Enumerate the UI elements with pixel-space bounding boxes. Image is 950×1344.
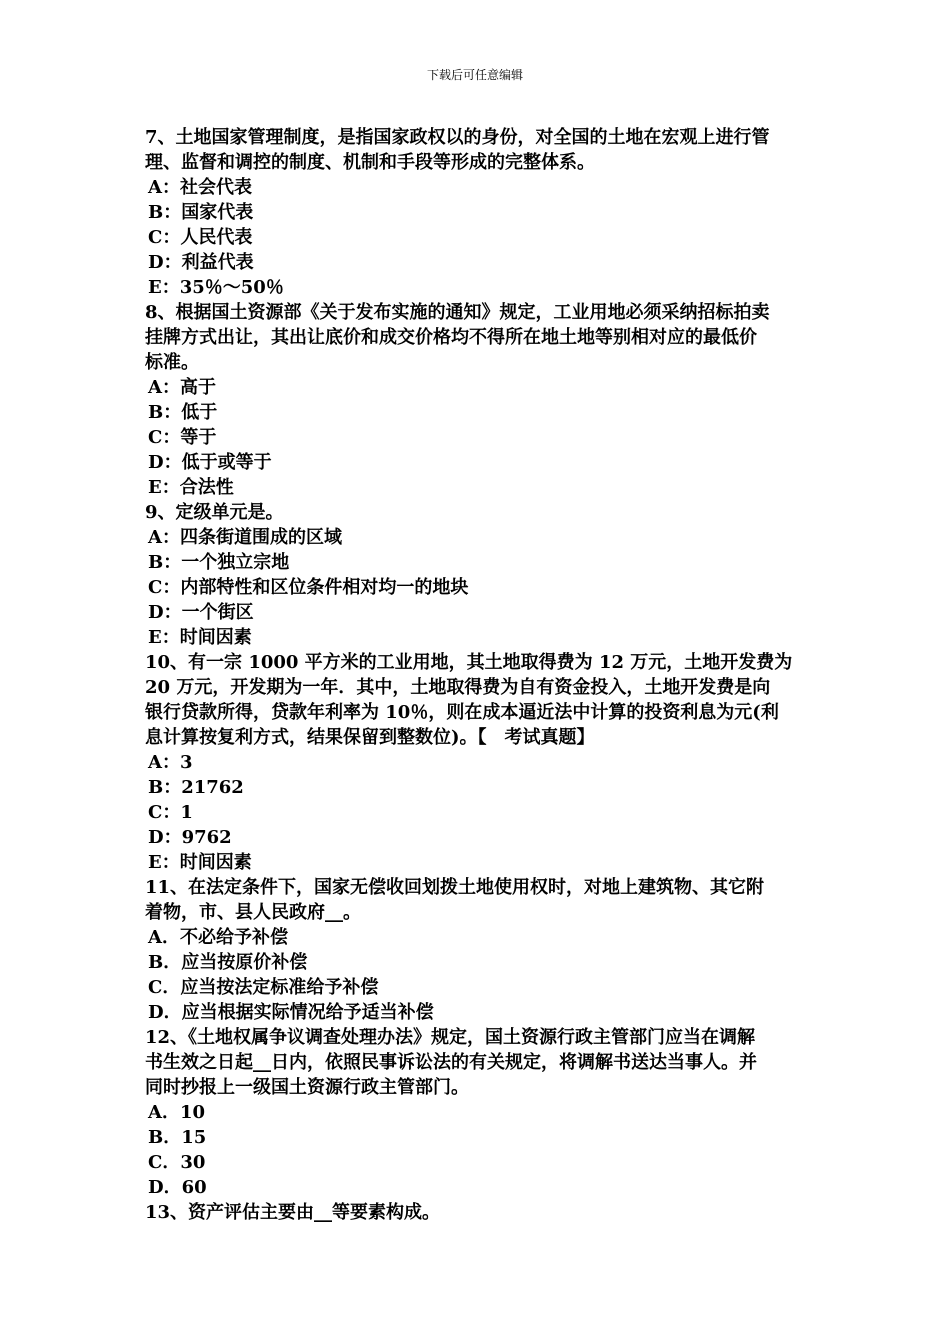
answer-option: A．10 — [148, 1102, 206, 1123]
question-text: 同时抄报上一级国土资源行政主管部门。 — [145, 1077, 469, 1098]
answer-option: D：利益代表 — [148, 252, 254, 273]
question-text: 13、资产评估主要由__等要素构成。 — [145, 1202, 441, 1223]
question-text: 书生效之日起__日内，依照民事诉讼法的有关规定，将调解书送达当事人。并 — [145, 1052, 757, 1073]
answer-option: B：国家代表 — [148, 202, 254, 223]
question-text: 息计算按复利方式，结果保留到整数位)。【 考试真题】 — [145, 727, 595, 748]
answer-option: C：等于 — [148, 427, 217, 448]
question-text: 12、《土地权属争议调查处理办法》规定，国土资源行政主管部门应当在调解 — [145, 1027, 756, 1048]
question-text: 20 万元，开发期为一年．其中，土地取得费为自有资金投入，土地开发费是向 — [145, 677, 771, 698]
question-text: 10、有一宗 1000 平方米的工业用地，其土地取得费为 12 万元，土地开发费为 — [145, 652, 793, 673]
answer-option: A：社会代表 — [148, 177, 252, 198]
question-text: 挂牌方式出让，其出让底价和成交价格均不得所在地土地等别相对应的最低价 — [145, 327, 757, 348]
question-text: 8、根据国土资源部《关于发布实施的通知》规定，工业用地必须采纳招标拍卖 — [145, 302, 770, 323]
question-text: 11、在法定条件下，国家无偿收回划拨土地使用权时，对地上建筑物、其它附 — [145, 877, 765, 898]
page-header: 下载后可任意编辑 — [426, 68, 523, 82]
answer-option: A：四条街道围成的区域 — [148, 527, 342, 548]
answer-option: A：3 — [148, 752, 193, 773]
answer-option: E：合法性 — [148, 477, 234, 498]
answer-option: E：35％～50％ — [148, 277, 284, 298]
answer-option: C：1 — [148, 802, 193, 823]
question-text: 9、定级单元是。 — [145, 502, 284, 523]
answer-option: B．15 — [148, 1127, 207, 1148]
answer-option: D．60 — [148, 1177, 207, 1198]
answer-option: D：一个街区 — [148, 602, 254, 623]
question-text: 7、土地国家管理制度，是指国家政权以的身份，对全国的土地在宏观上进行管 — [145, 127, 770, 148]
answer-option: E：时间因素 — [148, 852, 252, 873]
answer-option: D：低于或等于 — [148, 452, 272, 473]
answer-option: A：高于 — [148, 377, 216, 398]
answer-option: B：低于 — [148, 402, 218, 423]
answer-option: C．应当按法定标准给予补偿 — [148, 977, 379, 998]
question-text: 理、监督和调控的制度、机制和手段等形成的完整体系。 — [145, 152, 595, 173]
document-body — [145, 125, 807, 1225]
answer-option: C：人民代表 — [148, 227, 253, 248]
question-text: 着物，市、县人民政府__。 — [145, 902, 361, 923]
answer-option: E：时间因素 — [148, 627, 252, 648]
question-text: 标准。 — [145, 352, 199, 373]
answer-option: B：21762 — [148, 777, 244, 798]
answer-option: B：一个独立宗地 — [148, 552, 290, 573]
answer-option: D．应当根据实际情况给予适当补偿 — [148, 1002, 434, 1023]
question-text: 银行贷款所得，贷款年利率为 10％，则在成本逼近法中计算的投资利息为元(利 — [145, 702, 779, 723]
answer-option: B．应当按原价补偿 — [148, 952, 308, 973]
answer-option: D：9762 — [148, 827, 232, 848]
answer-option: A．不必给予补偿 — [148, 927, 288, 948]
answer-option: C．30 — [148, 1152, 206, 1173]
answer-option: C：内部特性和区位条件相对均一的地块 — [148, 577, 469, 598]
